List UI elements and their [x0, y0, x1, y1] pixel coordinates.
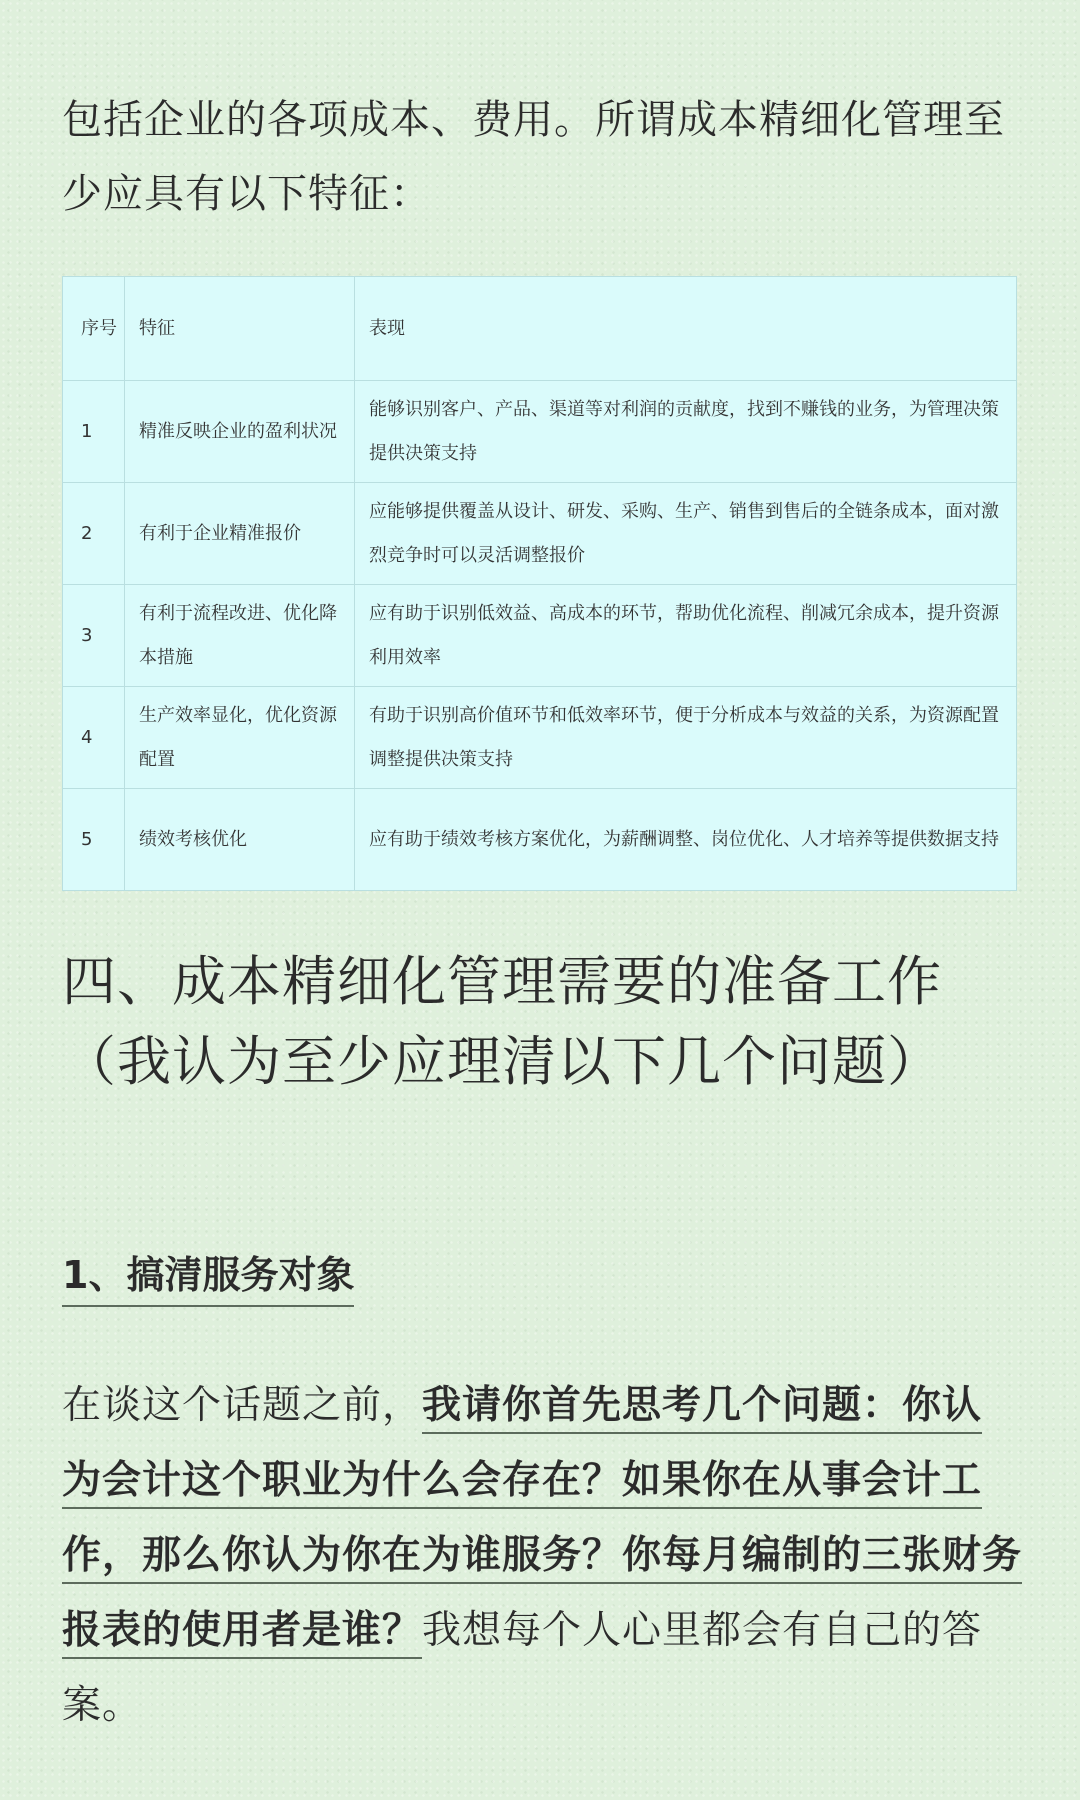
- table-header-row: [63, 277, 1017, 381]
- row-feature: 绩效考核优化: [125, 789, 355, 891]
- body-paragraph: [62, 1368, 1022, 1743]
- row-index: 1: [63, 381, 125, 483]
- row-manifestation: 能够识别客户、产品、渠道等对利润的贡献度，找到不赚钱的业务，为管理决策提供决策支持: [355, 381, 1017, 483]
- header-manifestation: 表现: [355, 277, 1017, 381]
- features-table: [62, 276, 1017, 891]
- row-index: 4: [63, 687, 125, 789]
- section-heading: 四、成本精细化管理需要的准备工作（我认为至少应理清以下几个问题）: [62, 950, 942, 1093]
- row-index: 3: [63, 585, 125, 687]
- table-row: [63, 483, 1017, 585]
- row-feature: 有利于流程改进、优化降本措施: [125, 585, 355, 687]
- table-row: [63, 381, 1017, 483]
- row-feature: 生产效率显化，优化资源配置: [125, 687, 355, 789]
- row-manifestation: 应有助于绩效考核方案优化，为薪酬调整、岗位优化、人才培养等提供数据支持: [355, 789, 1017, 891]
- paragraph-lead: 在谈这个话题之前，: [62, 1383, 423, 1428]
- row-feature: 有利于企业精准报价: [125, 483, 355, 585]
- row-feature: 精准反映企业的盈利状况: [125, 381, 355, 483]
- table-row: [63, 687, 1017, 789]
- row-index: 2: [63, 483, 125, 585]
- row-manifestation: 应有助于识别低效益、高成本的环节，帮助优化流程、削减冗余成本，提升资源利用效率: [355, 585, 1017, 687]
- table-row: [63, 789, 1017, 891]
- paragraph-tail: 我想每个人心里都会有自己的答案。: [62, 1608, 983, 1728]
- paragraph-emphasis: 我请你首先思考几个问题：你认为会计这个职业为什么会存在？如果你在从事会计工作，那么你认为你在为谁服务？你每月编制的三张财务报表的使用者是谁？: [62, 1383, 1022, 1659]
- row-index: 5: [63, 789, 125, 891]
- intro-paragraph: 包括企业的各项成本、费用。所谓成本精细化管理至少应具有以下特征：: [62, 97, 1005, 217]
- subsection-heading: 1、搞清服务对象: [62, 1247, 354, 1307]
- header-feature: 特征: [125, 277, 355, 381]
- table-row: [63, 585, 1017, 687]
- row-manifestation: 有助于识别高价值环节和低效率环节，便于分析成本与效益的关系，为资源配置调整提供决策支持: [355, 687, 1017, 789]
- row-manifestation: 应能够提供覆盖从设计、研发、采购、生产、销售到售后的全链条成本，面对激烈竞争时可以灵活调整报价: [355, 483, 1017, 585]
- header-index: 序号: [63, 277, 125, 381]
